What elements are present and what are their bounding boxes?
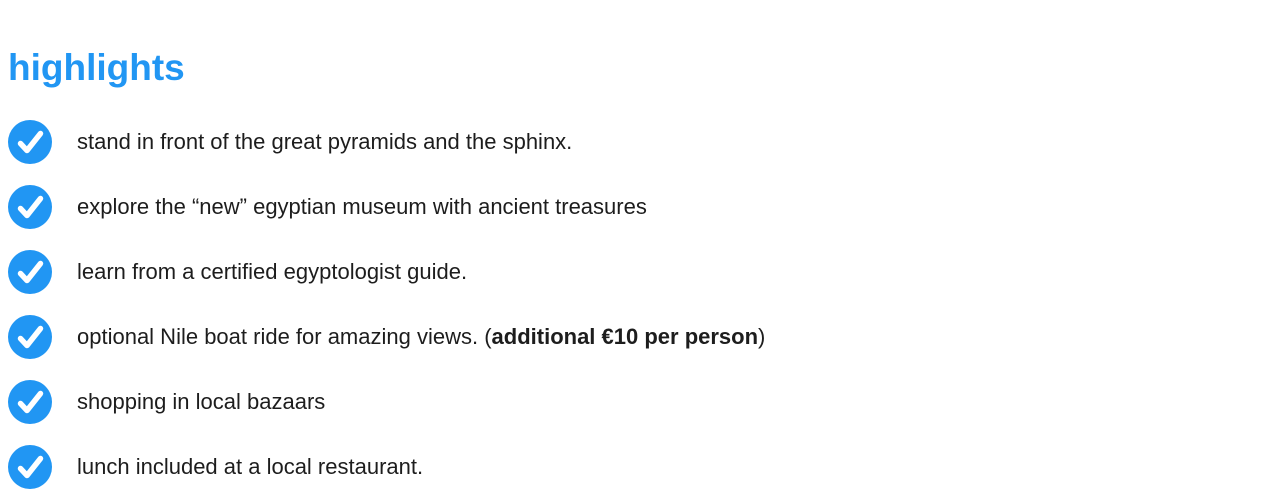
highlight-item — [8, 304, 1260, 369]
section-title: highlights — [8, 47, 185, 88]
highlight-text-bold: additional €10 per person — [491, 323, 759, 349]
highlight-text — [77, 323, 765, 352]
highlight-text: lunch included at a local restaurant. — [77, 453, 424, 479]
highlight-text: shopping in local bazaars — [77, 388, 326, 414]
highlights-list — [8, 109, 1260, 499]
check-circle-icon — [8, 120, 52, 164]
check-circle-icon — [8, 380, 52, 424]
highlight-text: explore the “new” egyptian museum with ancient treasures — [77, 193, 647, 219]
check-circle-icon — [8, 315, 52, 359]
highlight-text-regular: optional Nile boat ride for amazing views. ( — [77, 323, 492, 349]
highlight-item — [8, 434, 1260, 499]
highlight-item — [8, 239, 1260, 304]
check-circle-icon — [8, 250, 52, 294]
highlight-item — [8, 174, 1260, 239]
highlight-item — [8, 369, 1260, 434]
highlight-text-regular: ) — [758, 323, 766, 349]
check-circle-icon — [8, 445, 52, 489]
highlight-text: learn from a certified egyptologist guide. — [77, 258, 468, 284]
highlight-text: stand in front of the great pyramids and the sphinx. — [77, 128, 573, 154]
highlight-item — [8, 109, 1260, 174]
check-circle-icon — [8, 185, 52, 229]
